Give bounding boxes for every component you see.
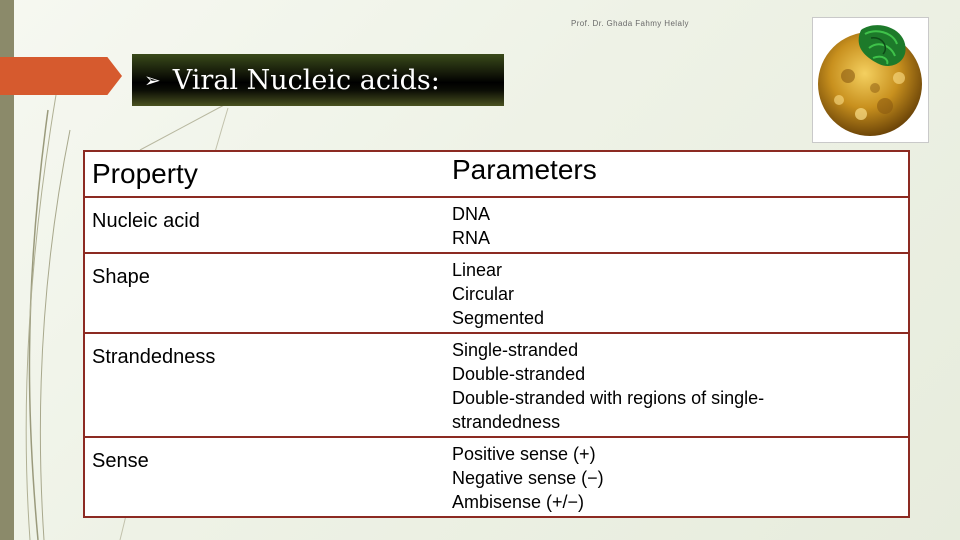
accent-arrow-shape <box>0 57 122 95</box>
slide-title-banner <box>132 54 504 106</box>
arrow-bullet-icon: ➢ <box>144 68 161 92</box>
slide-title: Viral Nucleic acids: <box>172 64 440 96</box>
table-row <box>85 252 908 332</box>
row-property: Nucleic acid <box>92 210 200 232</box>
param-value: RNA <box>452 228 491 248</box>
param-value: Single-stranded <box>452 340 579 360</box>
table-header-row <box>85 152 908 196</box>
header-parameters: Parameters <box>452 154 597 185</box>
table-row <box>85 436 908 516</box>
param-value: Linear <box>452 260 503 280</box>
row-property: Shape <box>92 266 150 288</box>
param-value: Ambisense (+/−) <box>452 492 585 512</box>
row-parameters <box>443 438 908 516</box>
row-parameters <box>443 198 908 252</box>
param-value: Segmented <box>452 308 545 328</box>
virus-image <box>812 17 929 143</box>
param-value: Circular <box>452 284 515 304</box>
nucleic-acid-table <box>83 150 910 518</box>
param-value: Positive sense (+) <box>452 444 596 464</box>
param-value: Double-stranded <box>452 364 586 384</box>
param-value: DNA <box>452 204 491 224</box>
row-property: Strandedness <box>92 346 216 368</box>
row-parameters <box>443 334 908 436</box>
table-row <box>85 196 908 252</box>
table-row <box>85 332 908 436</box>
header-property: Property <box>92 158 198 189</box>
param-value: strandedness <box>452 412 561 432</box>
virus-illustration-icon <box>813 18 928 142</box>
param-value: Negative sense (−) <box>452 468 604 488</box>
param-value: Double-stranded with regions of single- <box>452 388 765 408</box>
author-credit: Prof. Dr. Ghada Fahmy Helaly <box>571 19 689 28</box>
row-parameters <box>443 254 908 332</box>
row-property: Sense <box>92 450 149 472</box>
